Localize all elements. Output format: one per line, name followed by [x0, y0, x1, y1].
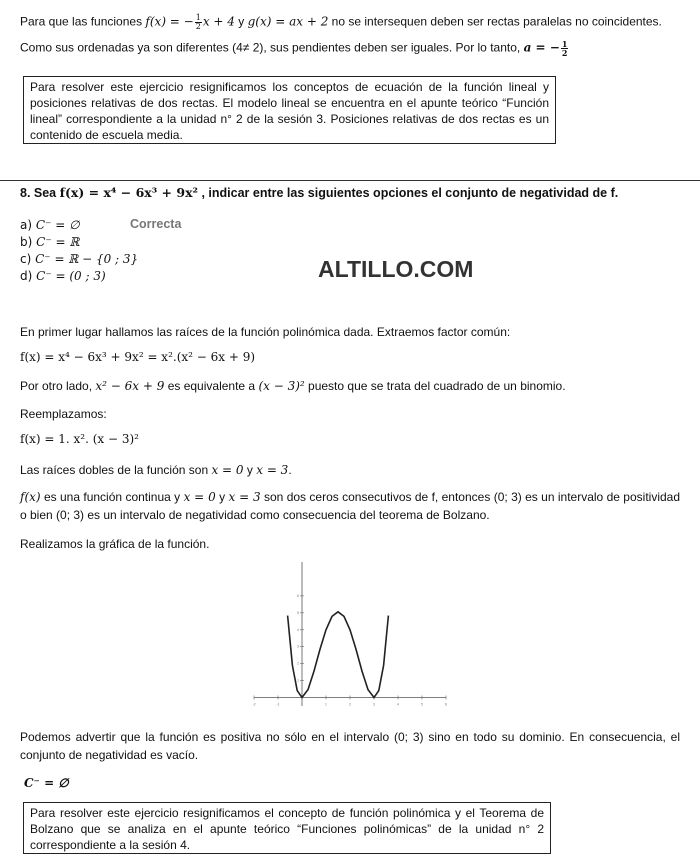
solution-p1: En primer lugar hallamos las raíces de la función polinómica dada. Extraemos factor común:: [20, 325, 511, 339]
function-curve: [288, 612, 389, 698]
x-tick-label: 5: [421, 702, 423, 707]
solution-p6: Realizamos la gráfica de la función.: [20, 537, 210, 551]
solution-p5: f(x) es una función continua y x = 0 y x = 3 son dos ceros consecutivos de f, entonces (0; 3) es un intervalo de positividad o bien (0; 3) es un intervalo de negatividad como consecuencia del teorema de Bolzano.: [20, 490, 681, 522]
solution-p4: Las raíces dobles de la función son x = 0 y x = 3.: [20, 463, 292, 477]
y-tick-label: 3: [297, 644, 299, 649]
option-d: d) C⁻ = (0 ; 3): [20, 269, 106, 283]
note-box-2: Para resolver este ejercicio resignificamos el concepto de función polinómica y el Teorema de Bolzano que se analiza en el apunte teórico “Funciones polinómicas” de la unidad n° 2 correspondiente a la sesión 4.: [23, 802, 551, 854]
x-tick-label: 1: [325, 702, 327, 707]
solution-p2: Por otro lado, x² − 6x + 9 es equivalente a (x − 3)² puesto que se trata del cuadrado de un binomio.: [20, 379, 566, 393]
y-tick-label: 5: [297, 610, 299, 615]
correct-label: Correcta: [130, 217, 182, 231]
option-b: b) C⁻ = ℝ: [20, 235, 80, 249]
intro-line-1: Para que las funciones f(x) = − $\frac{1}{2}$ x + 4 y g(x) = ax + 2 no se intersequen deben ser rectas paralelas no coincidentes.: [20, 13, 662, 31]
watermark: ALTILLO.COM: [318, 256, 474, 282]
g-expression: g(x) = ax + 2: [247, 14, 329, 29]
fraction-one-half-bold: $\frac{1}{2}$: [561, 39, 568, 58]
x-tick-label: -2: [252, 702, 256, 707]
equation-2: f(x) = 1. x². (x − 3)²: [20, 432, 139, 446]
note-box-1: Para resolver este ejercicio resignificamos los conceptos de ecuación de la función lineal y posiciones relativas de dos rectas. El modelo lineal se encuentra en el apunte teórico “Función lineal” correspondiente a la unidad n° 2 de la sesión 3. Posiciones relativas de dos rectas es un contenido de escuela media.: [23, 76, 556, 144]
x-tick-label: 4: [397, 702, 399, 707]
f-expression: f(x) = −: [145, 14, 194, 29]
solution-p3: Reemplazamos:: [20, 407, 107, 421]
intro-line-2: Como sus ordenadas ya son diferentes (4≠ 2), sus pendientes deben ser iguales. Por lo tanto, a = − $\frac{1}{2}$: [20, 39, 568, 58]
y-tick-label: 1: [297, 678, 299, 683]
y-tick-label: 6: [297, 593, 299, 598]
slope-answer: a = −: [523, 40, 560, 55]
x-tick-label: -1: [276, 702, 280, 707]
x-tick-label: 2: [349, 702, 351, 707]
final-answer: C⁻ = ∅: [24, 776, 69, 790]
y-tick-label: 2: [297, 661, 299, 666]
option-a: a) C⁻ = ∅: [20, 218, 80, 232]
option-c: c) C⁻ = ℝ − {0 ; 3}: [20, 252, 139, 266]
function-graph: [250, 558, 450, 716]
equation-1: f(x) = x⁴ − 6x³ + 9x² = x².(x² − 6x + 9): [20, 350, 256, 364]
question-8: 8. Sea f(x) = x⁴ − 6x³ + 9x² , indicar entre las siguientes opciones el conjunto de negatividad de f.: [20, 185, 619, 200]
x-tick-label: 3: [373, 702, 375, 707]
x-tick-label: 6: [445, 702, 447, 707]
fraction-one-half: $\frac{1}{2}$: [195, 13, 201, 31]
section-divider: [0, 180, 700, 181]
question-function: f(x) = x⁴ − 6x³ + 9x²: [59, 185, 198, 200]
solution-p7: Podemos advertir que la función es positiva no sólo en el intervalo (0; 3) sino en todo su dominio. En consecuencia, el conjunto de negatividad es vacío.: [20, 730, 680, 762]
y-tick-label: 4: [297, 627, 299, 632]
